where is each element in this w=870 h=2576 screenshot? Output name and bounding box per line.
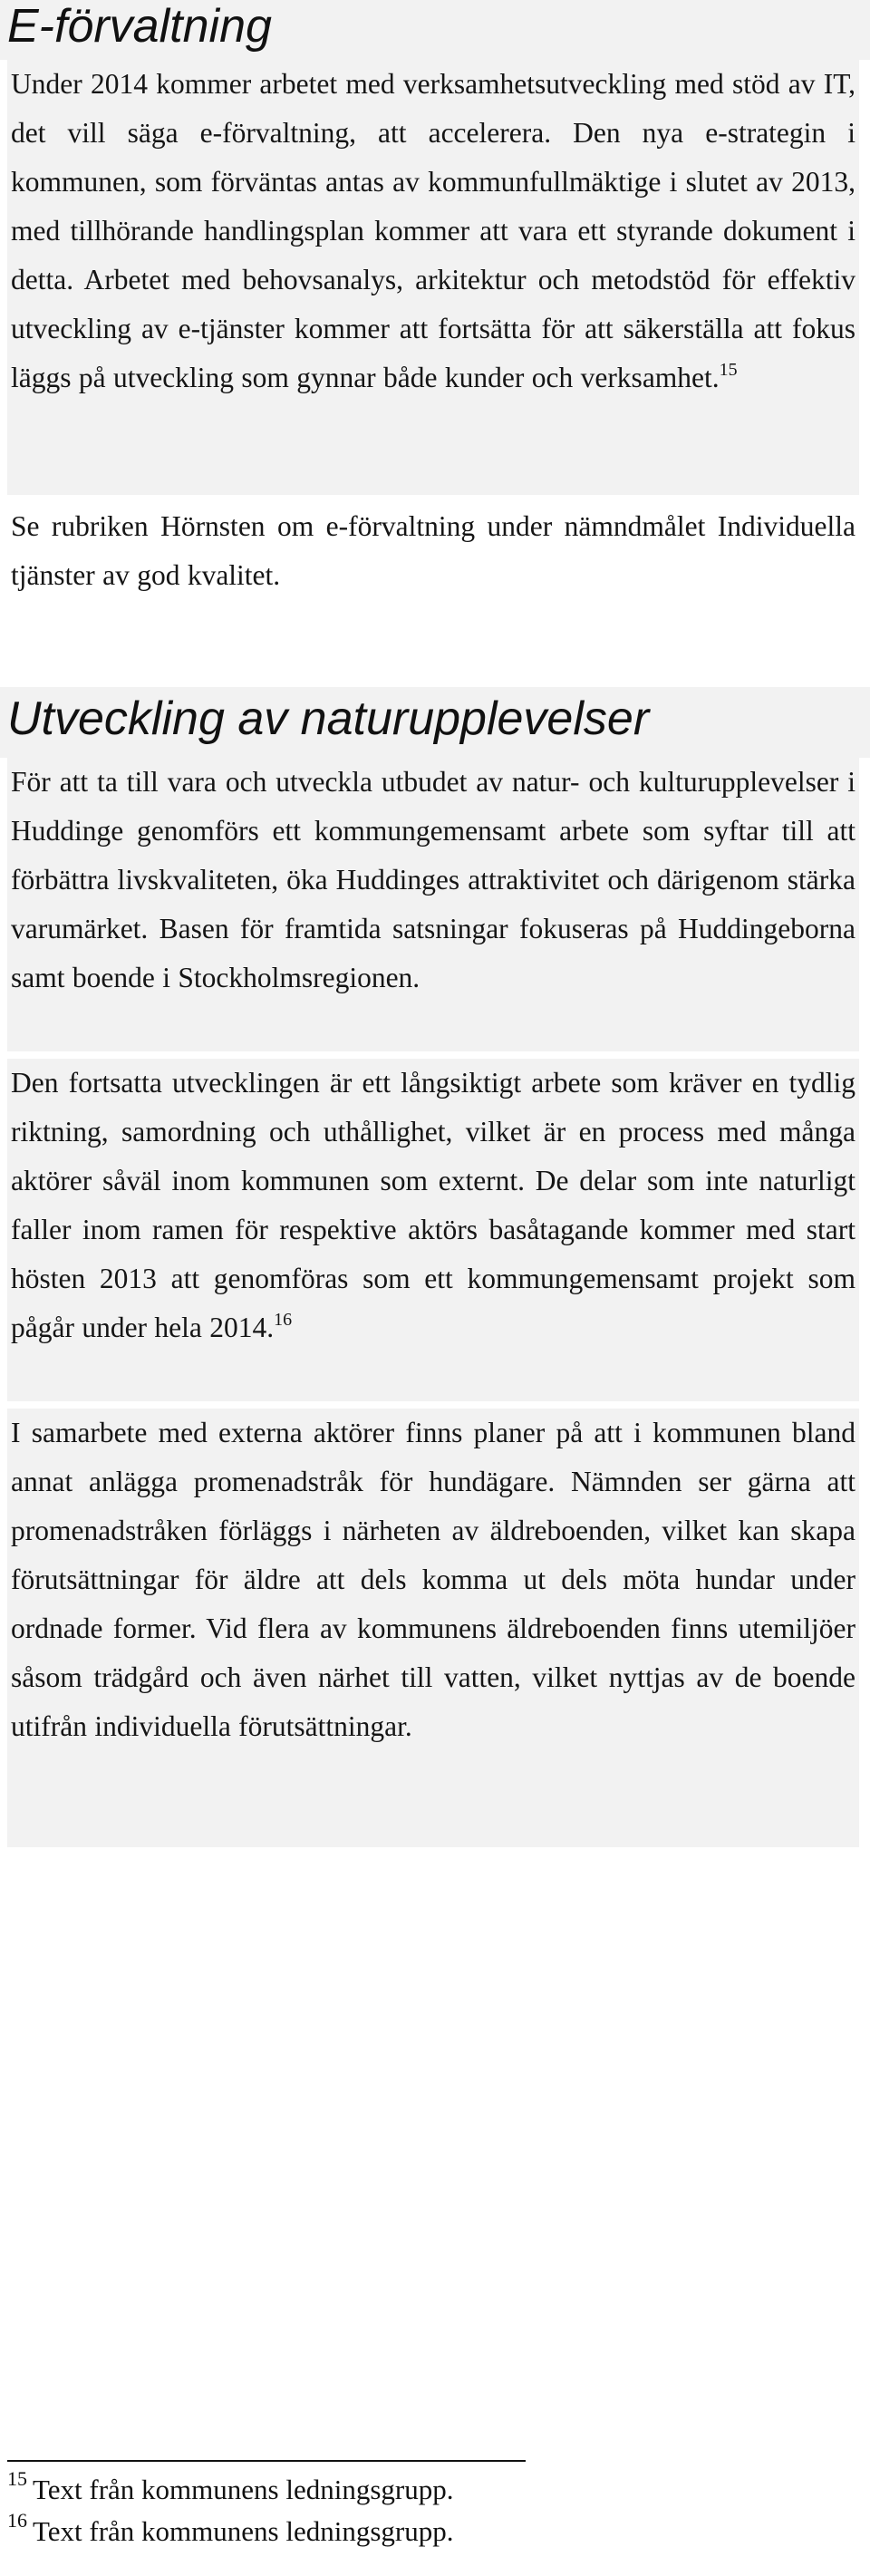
paragraph-naturupplevelser-intro: För att ta till vara och utveckla utbudet av natur- och kulturupplevelser i Huddinge genomförs ett kommungemensamt arbete som syftar till att förbättra livskvaliteten, öka Huddinges attraktivitet och därigenom stärka varumärket. Basen för framtida satsningar fokuseras på Huddingeborna samt boende i Stockholmsregionen. <box>7 758 859 1051</box>
paragraph-text: Den fortsatta utvecklingen är ett långsiktigt arbete som kräver en tydlig riktning, samordning och uthållighet, vilket är en process med många aktörer såväl inom kommunen som externt. De delar som inte naturligt faller inom ramen för respektive aktörs basåtagande kommer med start hösten 2013 att genomföras som ett kommungemensamt projekt som pågår under hela 2014. <box>11 1067 856 1343</box>
footnote-text: Text från kommunens ledningsgrupp. <box>33 2474 454 2505</box>
footnote-text: Text från kommunens ledningsgrupp. <box>33 2515 454 2547</box>
footnote-divider <box>7 2460 526 2462</box>
footnote-15 <box>7 2466 823 2507</box>
section-heading-naturupplevelser: Utveckling av naturupplevelser <box>0 687 870 758</box>
paragraph-see-also: Se rubriken Hörnsten om e-förvaltning under nämndmålet Individuella tjänster av god kvalitet. <box>11 510 856 591</box>
footnote-number: 16 <box>7 2508 27 2532</box>
paragraph-text: Under 2014 kommer arbetet med verksamhetsutveckling med stöd av IT, det vill säga e-förvaltning, att accelerera. Den nya e-strategin i kommunen, som förväntas antas av kommunfullmäktige i slutet av 2013, med tillhörande handlingsplan kommer att vara ett styrande dokument i detta. Arbetet med behovsanalys, arkitektur och metodstöd för effektiv utveckling av e-tjänster kommer att fortsätta för att säkerställa att fokus läggs på utveckling som gynnar både kunder och verksamhet. <box>11 68 856 393</box>
section-heading-e-forvaltning: E-förvaltning <box>0 0 870 60</box>
paragraph-samarbete: I samarbete med externa aktörer finns planer på att i kommunen bland annat anlägga promenadstråk för hundägare. Nämnden ser gärna att promenadstråken förläggs i närheten av äldreboenden, vilket kan skapa förutsättningar för äldre att dels komma ut dels möta hundar under ordnade former. Vid flera av kommunens äldreboenden finns utemiljöer såsom trädgård och även närhet till vatten, vilket nyttjas av de boende utifrån individuella förutsättningar. <box>7 1409 859 1847</box>
footnote-16 <box>7 2508 823 2549</box>
footnote-number: 15 <box>7 2466 27 2490</box>
paragraph-fortsatta-utvecklingen <box>7 1059 859 1401</box>
footnote-ref-15[interactable]: 15 <box>719 359 738 380</box>
footnote-ref-16[interactable]: 16 <box>274 1309 293 1330</box>
paragraph-e-forvaltning <box>7 60 859 495</box>
